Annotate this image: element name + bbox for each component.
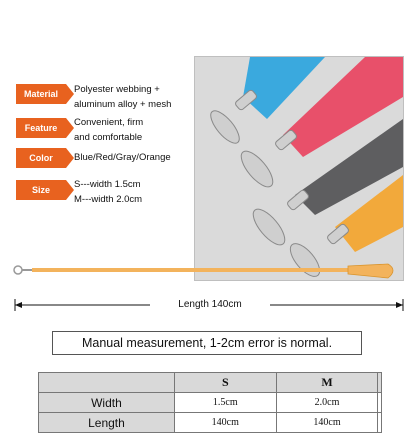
spec-tag: Size	[16, 180, 66, 200]
table-cell	[378, 393, 382, 413]
clip-blue	[206, 89, 258, 147]
size-table	[38, 372, 382, 433]
table-header-cell	[378, 373, 382, 393]
clip-gray	[248, 189, 310, 250]
table-cell: 1.5cm	[174, 393, 276, 413]
table-header-cell: S	[174, 373, 276, 393]
table-row-label: Width	[39, 393, 175, 413]
spec-tag: Feature	[16, 118, 66, 138]
leash-straps-illustration	[195, 57, 403, 280]
table-row-label: Length	[39, 413, 175, 433]
spec-text: S---width 1.5cm M---width 2.0cm	[74, 179, 143, 205]
table-cell: 140cm	[174, 413, 276, 433]
clip-red	[236, 129, 298, 192]
table-header-cell: M	[276, 373, 378, 393]
table-cell: 2.0cm	[276, 393, 378, 413]
spec-tag: Color	[16, 148, 66, 168]
measurement-notice: Manual measurement, 1-2cm error is normal.	[52, 331, 362, 355]
full-leash-illustration	[8, 258, 408, 288]
spec-text: Blue/Red/Gray/Orange	[74, 152, 171, 163]
table-row	[39, 413, 382, 433]
spec-text: Convenient, firm and comfortable	[74, 117, 144, 143]
length-label: Length 140cm	[150, 298, 270, 312]
table-header-cell	[39, 373, 175, 393]
table-header-row	[39, 373, 382, 393]
spec-tag: Material	[16, 84, 66, 104]
spec-text: Polyester webbing + aluminum alloy + mesh	[74, 84, 172, 110]
table-cell: 140cm	[276, 413, 378, 433]
product-photo	[194, 56, 404, 281]
table-row	[39, 393, 382, 413]
table-cell	[378, 413, 382, 433]
